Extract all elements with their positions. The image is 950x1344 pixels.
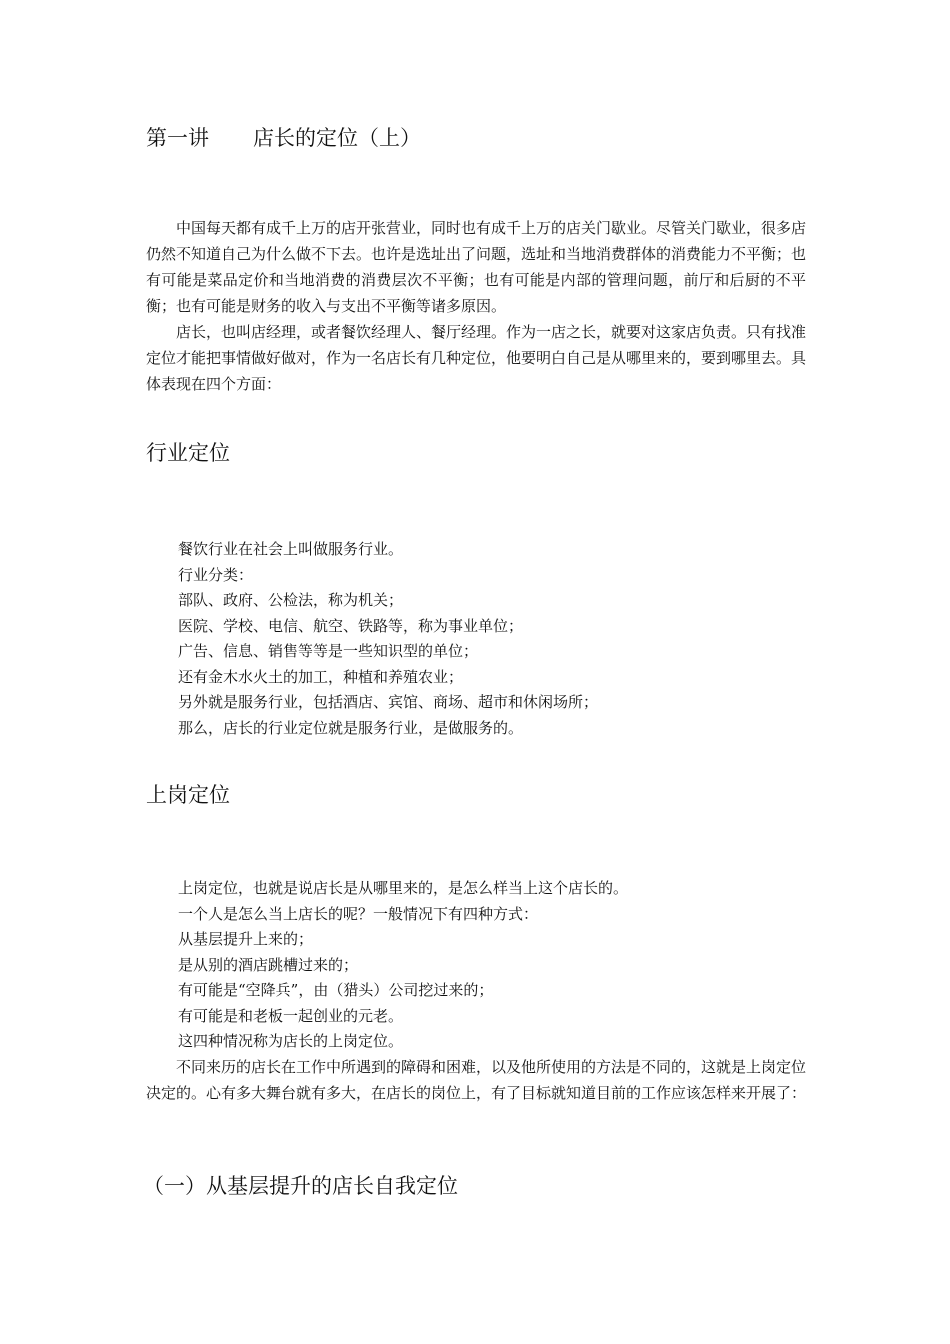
appointment-paragraph: 不同来历的店长在工作中所遇到的障碍和困难，以及他所使用的方法是不同的，这就是上岗定位决定的。心有多大舞台就有多大，在店长的岗位上，有了目标就知道目前的工作应该怎样来开展了： bbox=[146, 1058, 807, 1102]
list-item: 一个人是怎么当上店长的呢？一般情况下有四种方式： bbox=[178, 904, 539, 923]
list-item: 是从别的酒店跳槽过来的； bbox=[178, 955, 359, 974]
section-heading-industry: 行业定位 bbox=[146, 441, 230, 465]
list-item: 医院、学校、电信、航空、铁路等，称为事业单位； bbox=[178, 616, 524, 635]
industry-list bbox=[178, 537, 598, 741]
list-item: 从基层提升上来的； bbox=[178, 930, 314, 948]
intro-paragraph-1: 中国每天都有成千上万的店开张营业，同时也有成千上万的店关门歇业。尽管关门歇业，很多店仍然不知道自己为什么做不下去。也许是选址出了问题，选址和当地消费群体的消费能力不平衡；也有可能是菜品定价和当地消费的消费层次不平衡；也有可能是内部的管理问题，前厅和后厨的不平衡；也有可能是财务的收入与支出不平衡等诸多原因。 bbox=[146, 219, 807, 315]
list-item: 行业分类： bbox=[178, 565, 254, 584]
lecture-title: 店长的定位（上） bbox=[253, 126, 421, 150]
list-item: 另外就是服务行业，包括酒店、宾馆、商场、超市和休闲场所； bbox=[178, 693, 599, 711]
section-heading-appointment: 上岗定位 bbox=[146, 783, 230, 807]
list-item: 有可能是“空降兵”，由（猎头）公司挖过来的； bbox=[178, 981, 494, 999]
appointment-paragraph-section bbox=[146, 1054, 806, 1106]
lecture-number: 第一讲 bbox=[146, 126, 209, 150]
list-item: 这四种情况称为店长的上岗定位。 bbox=[178, 1032, 404, 1050]
list-item: 部队、政府、公检法，称为机关； bbox=[178, 591, 404, 609]
page-title bbox=[146, 122, 421, 154]
list-item: 上岗定位，也就是说店长是从哪里来的，是怎么样当上这个店长的。 bbox=[178, 879, 629, 897]
list-item: 还有金木水火土的加工，种植和养殖农业； bbox=[178, 667, 464, 686]
appointment-list bbox=[178, 876, 628, 1055]
list-item: 那么，店长的行业定位就是服务行业，是做服务的。 bbox=[178, 718, 524, 737]
intro-paragraph-2: 店长，也叫店经理，或者餐饮经理人、餐厅经理。作为一店之长，就要对这家店负责。只有找准定位才能把事情做好做对，作为一名店长有几种定位，他要明白自己是从哪里来的，要到哪里去。具体表现在四个方面： bbox=[146, 323, 807, 393]
intro-section bbox=[146, 215, 806, 397]
list-item: 餐饮行业在社会上叫做服务行业。 bbox=[178, 540, 404, 558]
subsection-heading-promoted: （一）从基层提升的店长自我定位 bbox=[143, 1174, 458, 1198]
list-item: 有可能是和老板一起创业的元老。 bbox=[178, 1006, 404, 1025]
list-item: 广告、信息、销售等等是一些知识型的单位； bbox=[178, 642, 479, 660]
